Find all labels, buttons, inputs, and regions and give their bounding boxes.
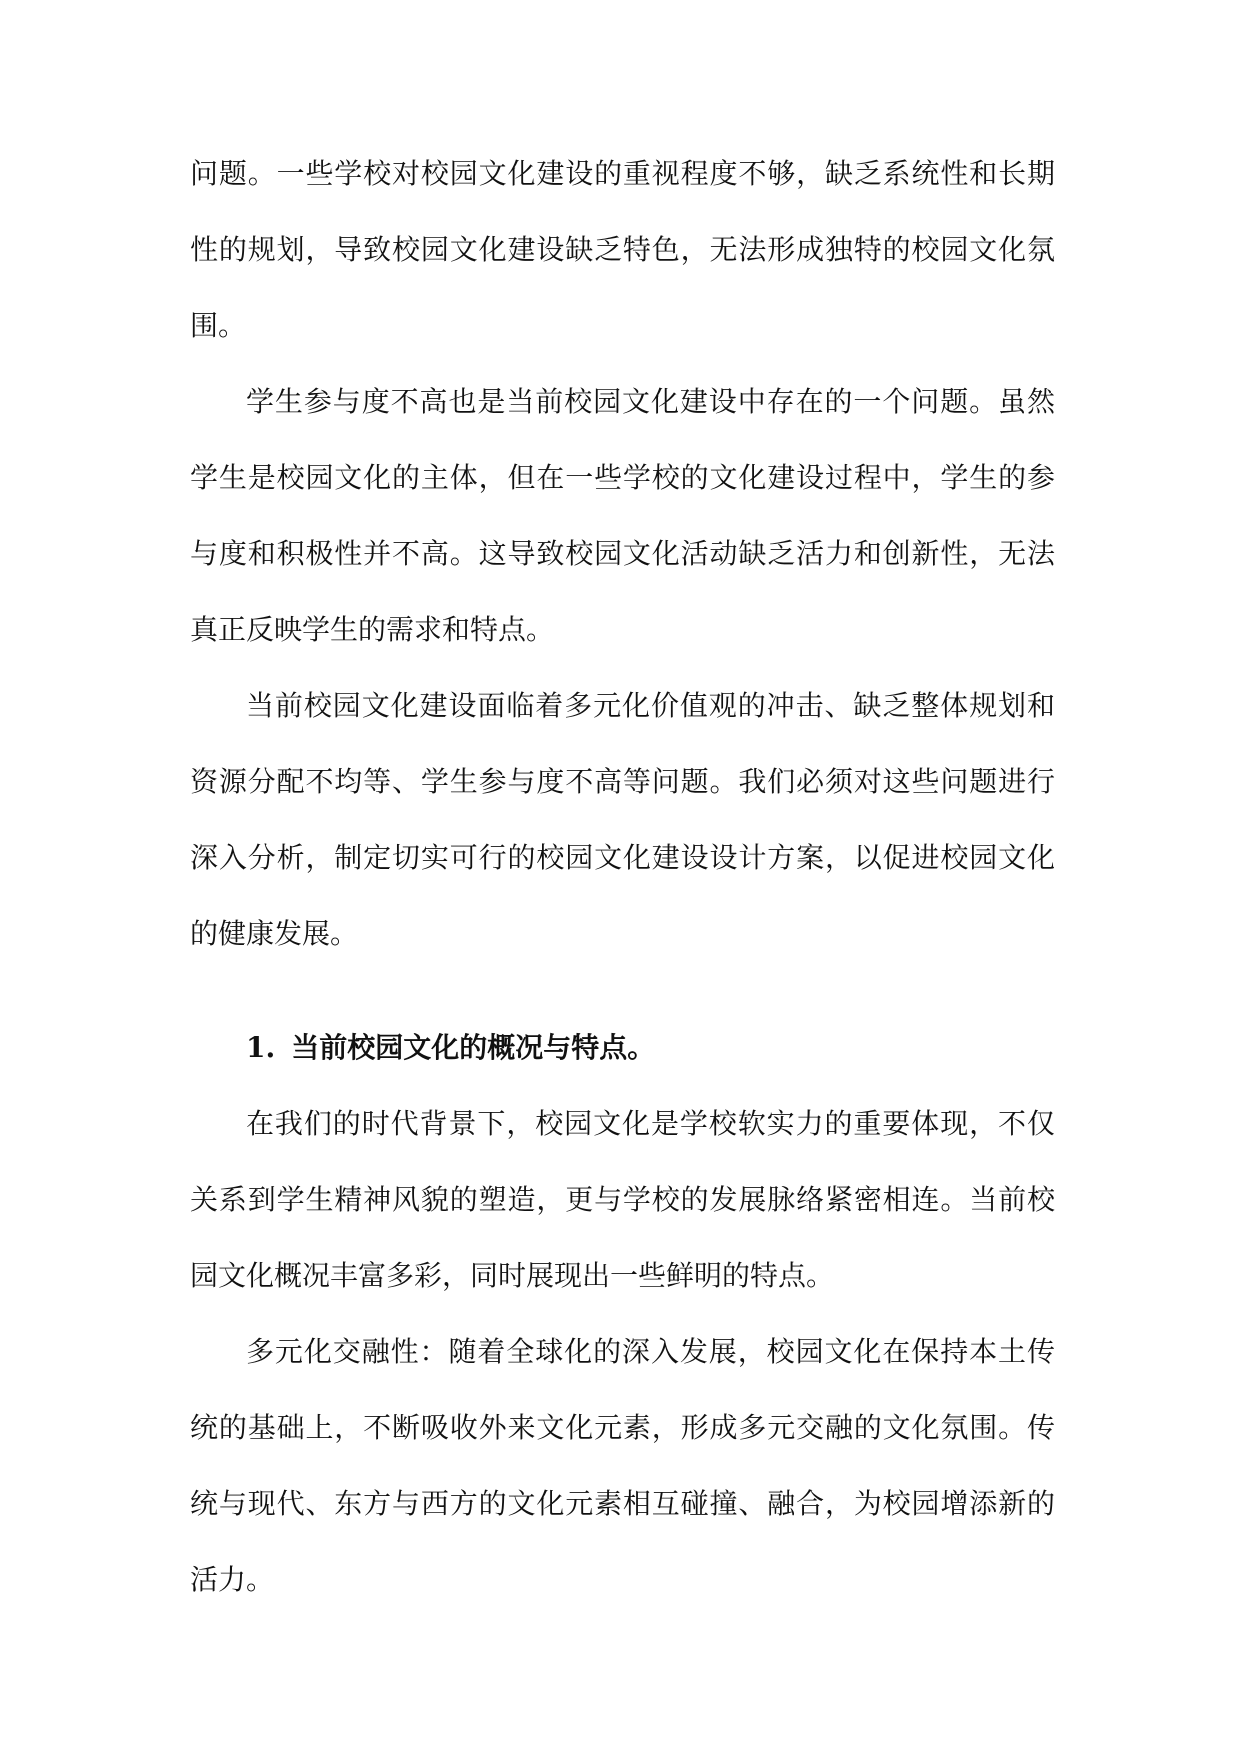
- section-number: 1.: [246, 1031, 276, 1064]
- paragraph-diversity: 多元化交融性：随着全球化的深入发展，校园文化在保持本土传统的基础上，不断吸收外来文化元素，形成多元交融的文化氛围。传统与现代、东方与西方的文化元素相互碰撞、融合，为校园增添新的活力。: [190, 1335, 1055, 1596]
- paragraph-summary: 当前校园文化建设面临着多元化价值观的冲击、缺乏整体规划和资源分配不均等、学生参与度不高等问题。我们必须对这些问题进行深入分析，制定切实可行的校园文化建设设计方案，以促进校园文化的健康发展。: [190, 689, 1055, 950]
- document-body: [190, 136, 1055, 1618]
- paragraph-student-participation: 学生参与度不高也是当前校园文化建设中存在的一个问题。虽然学生是校园文化的主体，但在一些学校的文化建设过程中，学生的参与度和积极性并不高。这导致校园文化活动缺乏活力和创新性，无法真正反映学生的需求和特点。: [190, 385, 1055, 646]
- section-title: 当前校园文化的概况与特点。: [291, 1031, 656, 1064]
- section-heading: [190, 1010, 1055, 1086]
- paragraph-era-background: 在我们的时代背景下，校园文化是学校软实力的重要体现，不仅关系到学生精神风貌的塑造，更与学校的发展脉络紧密相连。当前校园文化概况丰富多彩，同时展现出一些鲜明的特点。: [190, 1107, 1055, 1292]
- paragraph-problem-continuation: 问题。一些学校对校园文化建设的重视程度不够，缺乏系统性和长期性的规划，导致校园文化建设缺乏特色，无法形成独特的校园文化氛围。: [190, 157, 1055, 342]
